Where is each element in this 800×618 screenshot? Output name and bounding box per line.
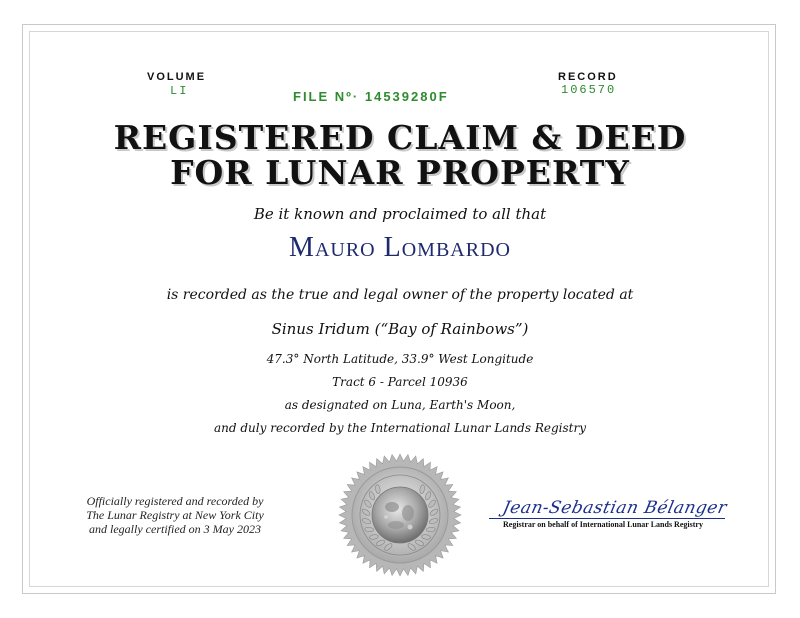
- official-line-2: The Lunar Registry at New York City: [86, 508, 264, 522]
- designated-text: as designated on Luna, Earth's Moon,: [284, 398, 516, 412]
- record-value: 106570: [561, 83, 617, 97]
- moon-seal-icon: [338, 453, 462, 577]
- official-line-3: and legally certified on 3 May 2023: [89, 522, 261, 536]
- record-label: RECORD: [558, 71, 618, 83]
- registrar-signature: Jean-Sebastian Bélanger: [500, 498, 729, 518]
- proclamation-text: Be it known and proclaimed to all that: [253, 205, 547, 223]
- file-number: FILE Nº· 14539280F: [293, 89, 449, 104]
- tract-text: Tract 6 - Parcel 10936: [332, 375, 468, 389]
- location-name: Sinus Iridum (“Bay of Rainbows”): [271, 320, 529, 338]
- coordinates-text: 47.3° North Latitude, 33.9° West Longitude: [266, 352, 534, 366]
- signature-block: [483, 498, 733, 538]
- title-line-2: FOR LUNAR PROPERTY: [170, 153, 630, 192]
- signature-caption: Registrar on behalf of International Lunar Lands Registry: [503, 520, 703, 529]
- recorded-by-text: and duly recorded by the International Lunar Lands Registry: [214, 421, 586, 435]
- owner-name: Mauro Lombardo: [289, 232, 511, 263]
- official-registration-text: [60, 494, 290, 536]
- recorded-as-text: is recorded as the true and legal owner of the property located at: [166, 287, 634, 303]
- official-line-1: Officially registered and recorded by: [86, 494, 264, 508]
- volume-value: LI: [170, 84, 189, 98]
- title-line-1: REGISTERED CLAIM & DEED: [113, 118, 687, 157]
- signature-line: [489, 518, 725, 519]
- volume-label: VOLUME: [147, 71, 207, 83]
